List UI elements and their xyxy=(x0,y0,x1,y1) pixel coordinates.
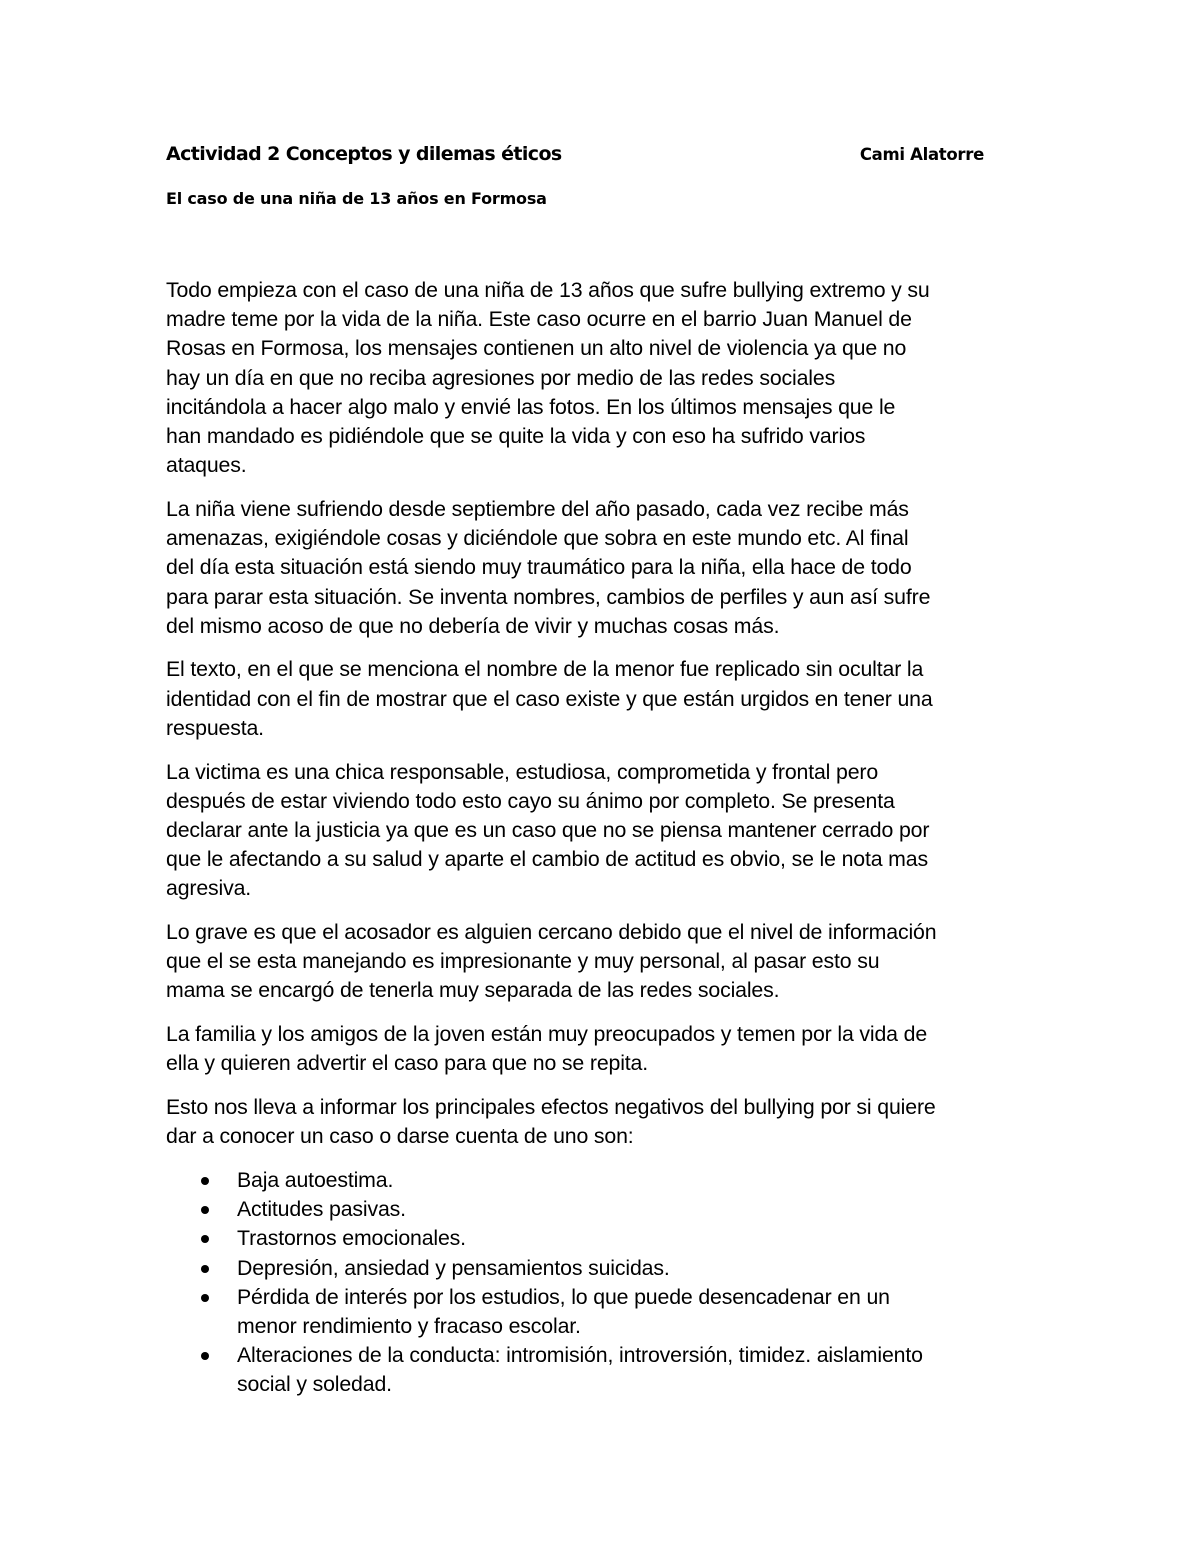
document-subtitle: El caso de una niña de 13 años en Formosa xyxy=(166,189,547,208)
paragraph-line: agresiva. xyxy=(166,876,252,901)
paragraph-line: hay un día en que no reciba agresiones por medio de las redes sociales xyxy=(166,365,836,390)
list-item-text: menor rendimiento y fracaso escolar. xyxy=(237,1314,581,1338)
paragraph-line: La niña viene sufriendo desde septiembre del año pasado, cada vez recibe más xyxy=(166,496,909,521)
list-item-text: Trastornos emocionales. xyxy=(237,1226,466,1251)
bullet-icon xyxy=(201,1352,209,1360)
paragraph-line: Todo empieza con el caso de una niña de 13 años que sufre bullying extremo y su xyxy=(166,278,930,302)
list-item xyxy=(166,1166,1046,1195)
paragraph-3 xyxy=(166,655,1046,743)
list-item-text: Depresión, ansiedad y pensamientos suicidas. xyxy=(237,1255,670,1280)
paragraph-line: Rosas en Formosa, los mensajes contienen un alto nivel de violencia ya que no xyxy=(166,336,907,361)
paragraph-line: madre teme por la vida de la niña. Este caso ocurre en el barrio Juan Manuel de xyxy=(166,307,912,332)
list-item-text: Pérdida de interés por los estudios, lo que puede desencadenar en un xyxy=(237,1284,890,1309)
list-item-text: Actitudes pasivas. xyxy=(237,1197,406,1222)
paragraph-line: Lo grave es que el acosador es alguien cercano debido que el nivel de información xyxy=(166,920,937,945)
list-item xyxy=(166,1341,1046,1399)
list-item-text: Alteraciones de la conducta: intromisión, introversión, timidez. aislamiento xyxy=(237,1343,923,1368)
bullet-icon xyxy=(201,1177,209,1185)
document-body xyxy=(166,276,1046,1400)
paragraph-line: que el se esta manejando es impresionante y muy personal, al pasar esto su xyxy=(166,949,880,974)
paragraph-line: incitándola a hacer algo malo y envié las fotos. En los últimos mensajes que le xyxy=(166,394,896,419)
bullet-icon xyxy=(201,1206,209,1214)
list-item-text: social y soledad. xyxy=(237,1372,392,1397)
document-header xyxy=(166,143,986,173)
paragraph-line: han mandado es pidiéndole que se quite la vida y con eso ha sufrido varios xyxy=(166,424,866,449)
list-item-text: Baja autoestima. xyxy=(237,1167,394,1192)
list-item xyxy=(166,1283,1046,1341)
paragraph-line: La familia y los amigos de la joven están muy preocupados y temen por la vida de xyxy=(166,1022,928,1047)
effects-list xyxy=(166,1166,1046,1400)
paragraph-line: del día esta situación está siendo muy traumático para la niña, ella hace de todo xyxy=(166,555,912,580)
list-item xyxy=(166,1224,1046,1253)
paragraph-line: mama se encargó de tenerla muy separada de las redes sociales. xyxy=(166,978,780,1003)
list-item xyxy=(166,1254,1046,1283)
paragraph-7 xyxy=(166,1093,1046,1151)
paragraph-5 xyxy=(166,918,1046,1006)
bullet-icon xyxy=(201,1265,209,1273)
paragraph-line: después de estar viviendo todo esto cayo su ánimo por completo. Se presenta xyxy=(166,788,895,813)
paragraph-line: ella y quieren advertir el caso para que no se repita. xyxy=(166,1051,649,1076)
document-title: Actividad 2 Conceptos y dilemas éticos xyxy=(166,143,562,165)
paragraph-line: Esto nos lleva a informar los principales efectos negativos del bullying por si quiere xyxy=(166,1095,936,1120)
author-name: Cami Alatorre xyxy=(859,145,984,164)
list-item xyxy=(166,1195,1046,1224)
paragraph-line: amenazas, exigiéndole cosas y diciéndole que sobra en este mundo etc. Al final xyxy=(166,526,909,551)
paragraph-line: para parar esta situación. Se inventa nombres, cambios de perfiles y aun así sufre xyxy=(166,584,931,609)
paragraph-line: dar a conocer un caso o darse cuenta de uno son: xyxy=(166,1124,634,1149)
paragraph-line: ataques. xyxy=(166,453,247,478)
paragraph-4 xyxy=(166,758,1046,904)
paragraph-2 xyxy=(166,495,1046,641)
paragraph-line: identidad con el fin de mostrar que el caso existe y que están urgidos en tener una xyxy=(166,686,933,711)
paragraph-6 xyxy=(166,1020,1046,1078)
paragraph-line: El texto, en el que se menciona el nombre de la menor fue replicado sin ocultar la xyxy=(166,657,924,682)
paragraph-line: que le afectando a su salud y aparte el cambio de actitud es obvio, se le nota mas xyxy=(166,847,928,872)
paragraph-line: respuesta. xyxy=(166,715,264,740)
paragraph-line: del mismo acoso de que no debería de vivir y muchas cosas más. xyxy=(166,613,780,638)
bullet-icon xyxy=(201,1294,209,1302)
paragraph-line: La victima es una chica responsable, estudiosa, comprometida y frontal pero xyxy=(166,759,879,784)
paragraph-1 xyxy=(166,276,1046,480)
paragraph-line: declarar ante la justicia ya que es un caso que no se piensa mantener cerrado por xyxy=(166,817,930,842)
bullet-icon xyxy=(201,1235,209,1243)
